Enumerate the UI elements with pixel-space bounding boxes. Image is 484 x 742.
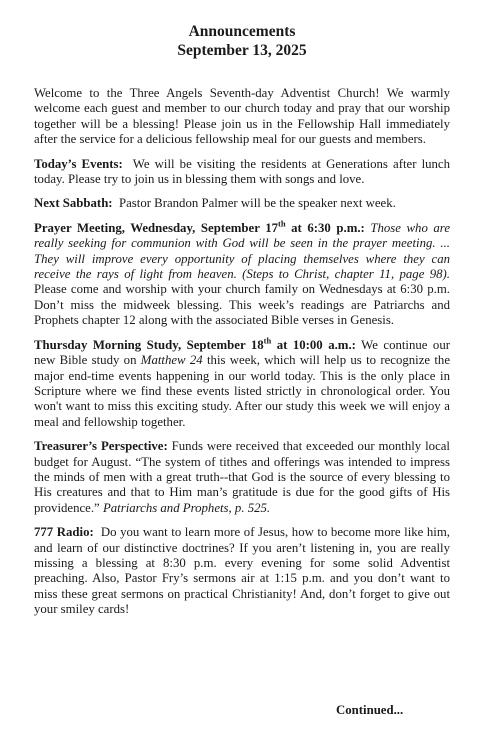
next-sabbath-paragraph [34, 196, 450, 211]
treasurer-paragraph [34, 439, 450, 516]
thursday-study-paragraph [34, 335, 451, 430]
thursday-study-label-date: Thursday Morning Study, September 18 [34, 337, 264, 352]
prayer-meeting-label-time: at 6:30 p.m.: [285, 220, 365, 235]
radio-paragraph [34, 525, 450, 617]
radio-text: Do you want to learn more of Jesus, how to become more like him, and learn of our distinctive doctrines? If you aren’t listening in, you are really missing a blessing at 8:30 p.m. every evening for some solid Adventist preaching. Also, Pastor Fry’s sermons air at 1:15 p.m. and you don’t want to miss these great sermons on practical Christianity! And, don’t forget to give out your smiley cards! [34, 525, 450, 617]
todays-events-label: Today’s Events: [34, 156, 123, 171]
treasurer-text: Funds were received that exceeded our monthly local budget for August. “The system of tithes and offerings was intended to impress the minds of men with a great truth--that God is the source of every blessing to His creatures and that to Him man’s gratitude is due for the good gifts of His providence.” [34, 439, 450, 515]
treasurer-source: Patriarchs and Prophets, p. 525. [102, 500, 271, 515]
prayer-meeting-paragraph [34, 218, 450, 329]
prayer-meeting-label-date: Prayer Meeting, Wednesday, September 17 [34, 220, 279, 235]
next-sabbath-text: Pastor Brandon Palmer will be the speaker next week. [118, 196, 396, 211]
page-date: September 13, 2025 [177, 42, 307, 59]
treasurer-label: Treasurer’s Perspective: [34, 439, 168, 454]
thursday-study-text-after: this week, which will help us to recognize the major end-time events happening in our world today. This is the only place in Scripture where we find these events listed strictly in chronological order. You won't want to miss this exciting study. After our study this week we will enjoy a meal and fellowship together. [34, 353, 451, 429]
page-title: Announcements [188, 23, 296, 40]
prayer-meeting-quote: Those who are really seeking for communion with God will be seen in the prayer meeting. ... They will improve every opportunity of placing themselves where they can receive the rays of light from heaven. (Steps to Christ, chapter 11, page 98). [34, 220, 450, 282]
continued-label: Continued... [336, 703, 404, 717]
prayer-meeting-label-sup: th [278, 218, 286, 229]
thursday-study-label-time: at 10:00 a.m.: [271, 337, 356, 352]
todays-events-paragraph [34, 157, 450, 188]
thursday-study-book: Matthew 24 [140, 353, 203, 368]
welcome-text: Welcome to the Three Angels Seventh-day Adventist Church! We warmly welcome each guest and member to our church today and pray that our worship together will be a blessing! Please join us in the Fellowship Hall immediately after the service for a delicious fellowship meal for our guests and members. [34, 86, 450, 147]
radio-label: 777 Radio: [34, 525, 94, 540]
thursday-study-label [34, 335, 356, 352]
todays-events-text: We will be visiting the residents at Generations after lunch today. Please try to join us in blessing them with songs and love. [34, 156, 450, 187]
next-sabbath-label: Next Sabbath: [34, 196, 113, 211]
thursday-study-text-before: We continue our new Bible study on [34, 337, 450, 368]
header [34, 22, 450, 60]
prayer-meeting-text: Please come and worship with your church family on Wednesdays at 6:30 p.m. Don’t miss the midweek blessing. This week’s readings are Patriarchs and Prophets chapter 12 along with the associated Bible verses in Genesis. [34, 282, 450, 328]
welcome-paragraph [34, 86, 450, 148]
prayer-meeting-label [34, 218, 365, 235]
thursday-study-label-sup: th [263, 335, 272, 346]
